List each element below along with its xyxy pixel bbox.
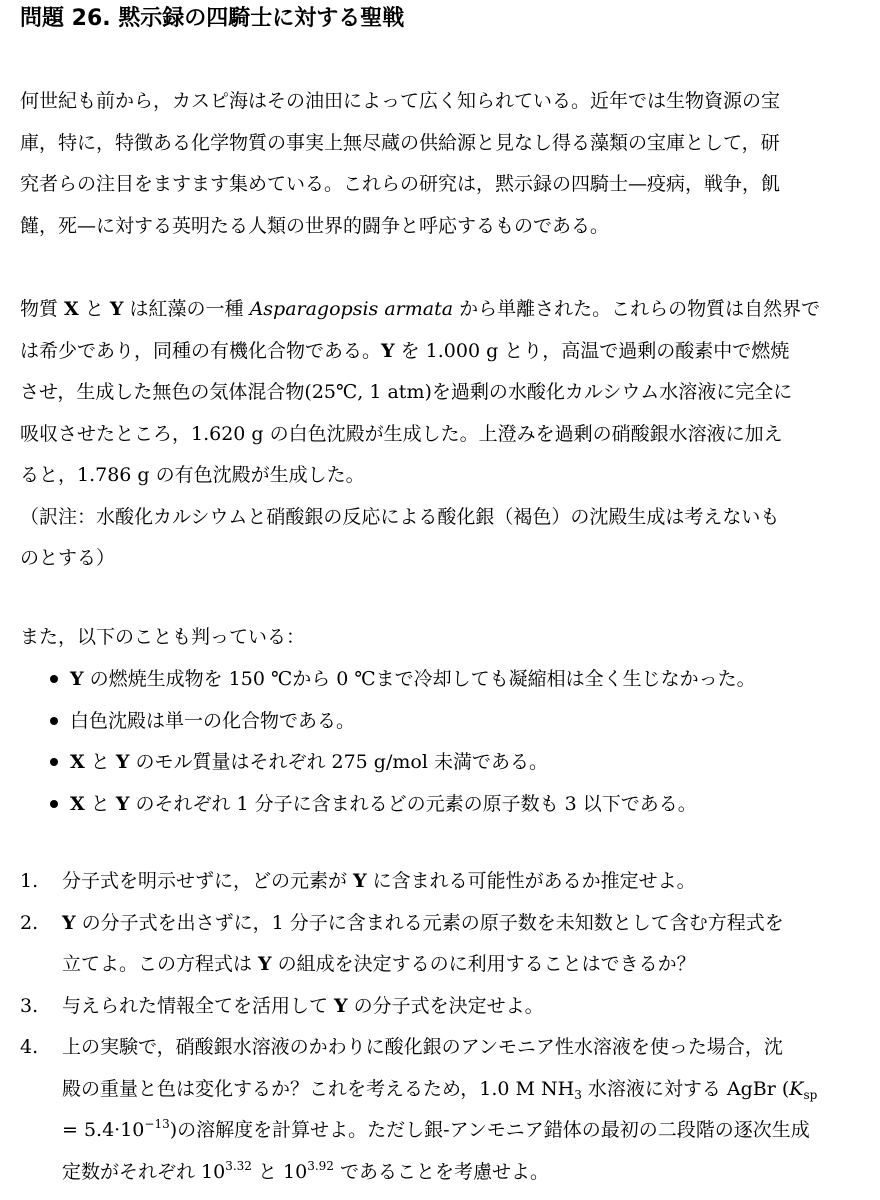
intro-line: 庫，特に，特徴ある化学物質の事実上無尽蔵の供給源と見なし得る藻類の宝庫として，研 xyxy=(20,131,780,154)
question-number: 4. xyxy=(20,1036,39,1058)
question-number: 3. xyxy=(20,994,39,1017)
translator-note: のとする） xyxy=(20,547,116,569)
intro-line: 何世紀も前から，カスピ海はその油田によって広く知られている。近年では生物資源の宝 xyxy=(20,90,781,112)
list-item: X と Y のそれぞれ 1 分子に含まれるどの元素の原子数も 3 以下である。 xyxy=(48,784,756,826)
question-2: 2. Y の分子式を出さずに，1 分子に含まれる元素の原子数を未知数として含む方程式を 立てよ。この方程式は Y の組成を決定するのに利用することはできるか？ xyxy=(20,903,862,986)
experiment-line: ると，1.786 g の有色沈殿が生成した。 xyxy=(20,464,365,486)
known-facts-heading: また，以下のことも判っている： xyxy=(20,626,306,648)
intro-line: 究者らの注目をますます集めている。これらの研究は，黙示録の四騎士—疫病，戦争，飢 xyxy=(20,173,781,195)
translator-note: （訳注：水酸化カルシウムと硝酸銀の反応による酸化銀（褐色）の沈殿生成は考えないも xyxy=(20,505,780,528)
questions-list xyxy=(20,861,862,1193)
experiment-line: させ，生成した無色の気体混合物(25℃, 1 atm)を過剰の水酸化カルシウム水溶液に完全に xyxy=(20,381,793,403)
experiment-line: 物質 X と Y は紅藻の一種 Asparagopsis armata から単離された。これらの物質は自然界で xyxy=(20,298,821,320)
list-item: X と Y のモル質量はそれぞれ 275 g/mol 未満である。 xyxy=(48,742,756,784)
experiment-line: 吸収させたところ，1.620 g の白色沈殿が生成した。上澄みを過剰の硝酸銀水溶液に加え xyxy=(20,422,783,445)
species-name: Asparagopsis armata xyxy=(249,298,454,320)
list-item: Y の燃焼生成物を 150 ℃から 0 ℃まで冷却しても凝縮相は全く生じなかった。 xyxy=(48,659,756,701)
problem-title: 問題 26. 黙示録の四騎士に対する聖戦 xyxy=(20,6,405,31)
intro-line: 饉，死—に対する英明たる人類の世界的闘争と呼応するものである。 xyxy=(20,214,610,237)
bullet-icon xyxy=(50,758,58,766)
list-item: 白色沈殿は単一の化合物である。 xyxy=(48,701,756,743)
question-number: 2. xyxy=(20,911,39,934)
question-1: 1. 分子式を明示せずに，どの元素が Y に含まれる可能性があるか推定せよ。 xyxy=(20,861,862,903)
question-4: 4. 上の実験で，硝酸銀水溶液のかわりに酸化銀のアンモニア性水溶液を使った場合，沈 殿の重量と色は変化するか？これを考えるため，1.0 M $NH_3$ 水溶液に対する AgBr ($K_{sp}$ = $5.4\cdot 10^{-13}$)の溶解度を計算せよ。ただし銀-アンモニア錯体の最初の二段階の逐次生成 定数がそれぞれ $10^{3.32}$ と $10^{3.92}$ であることを考慮せよ。 xyxy=(20,1027,862,1193)
known-facts-list xyxy=(48,659,756,826)
known-facts-intro xyxy=(20,617,860,659)
experiment-line: は希少であり，同種の有機化合物である。Y を 1.000 g とり，高温で過剰の酸素中で燃焼 xyxy=(20,339,790,362)
bullet-icon xyxy=(50,675,58,683)
bullet-icon xyxy=(50,800,58,808)
experiment-paragraph xyxy=(20,289,860,580)
intro-paragraph xyxy=(20,81,860,247)
question-3: 3. 与えられた情報全てを活用して Y の分子式を決定せよ。 xyxy=(20,986,862,1028)
bullet-icon xyxy=(50,717,58,725)
question-number: 1. xyxy=(20,870,39,892)
